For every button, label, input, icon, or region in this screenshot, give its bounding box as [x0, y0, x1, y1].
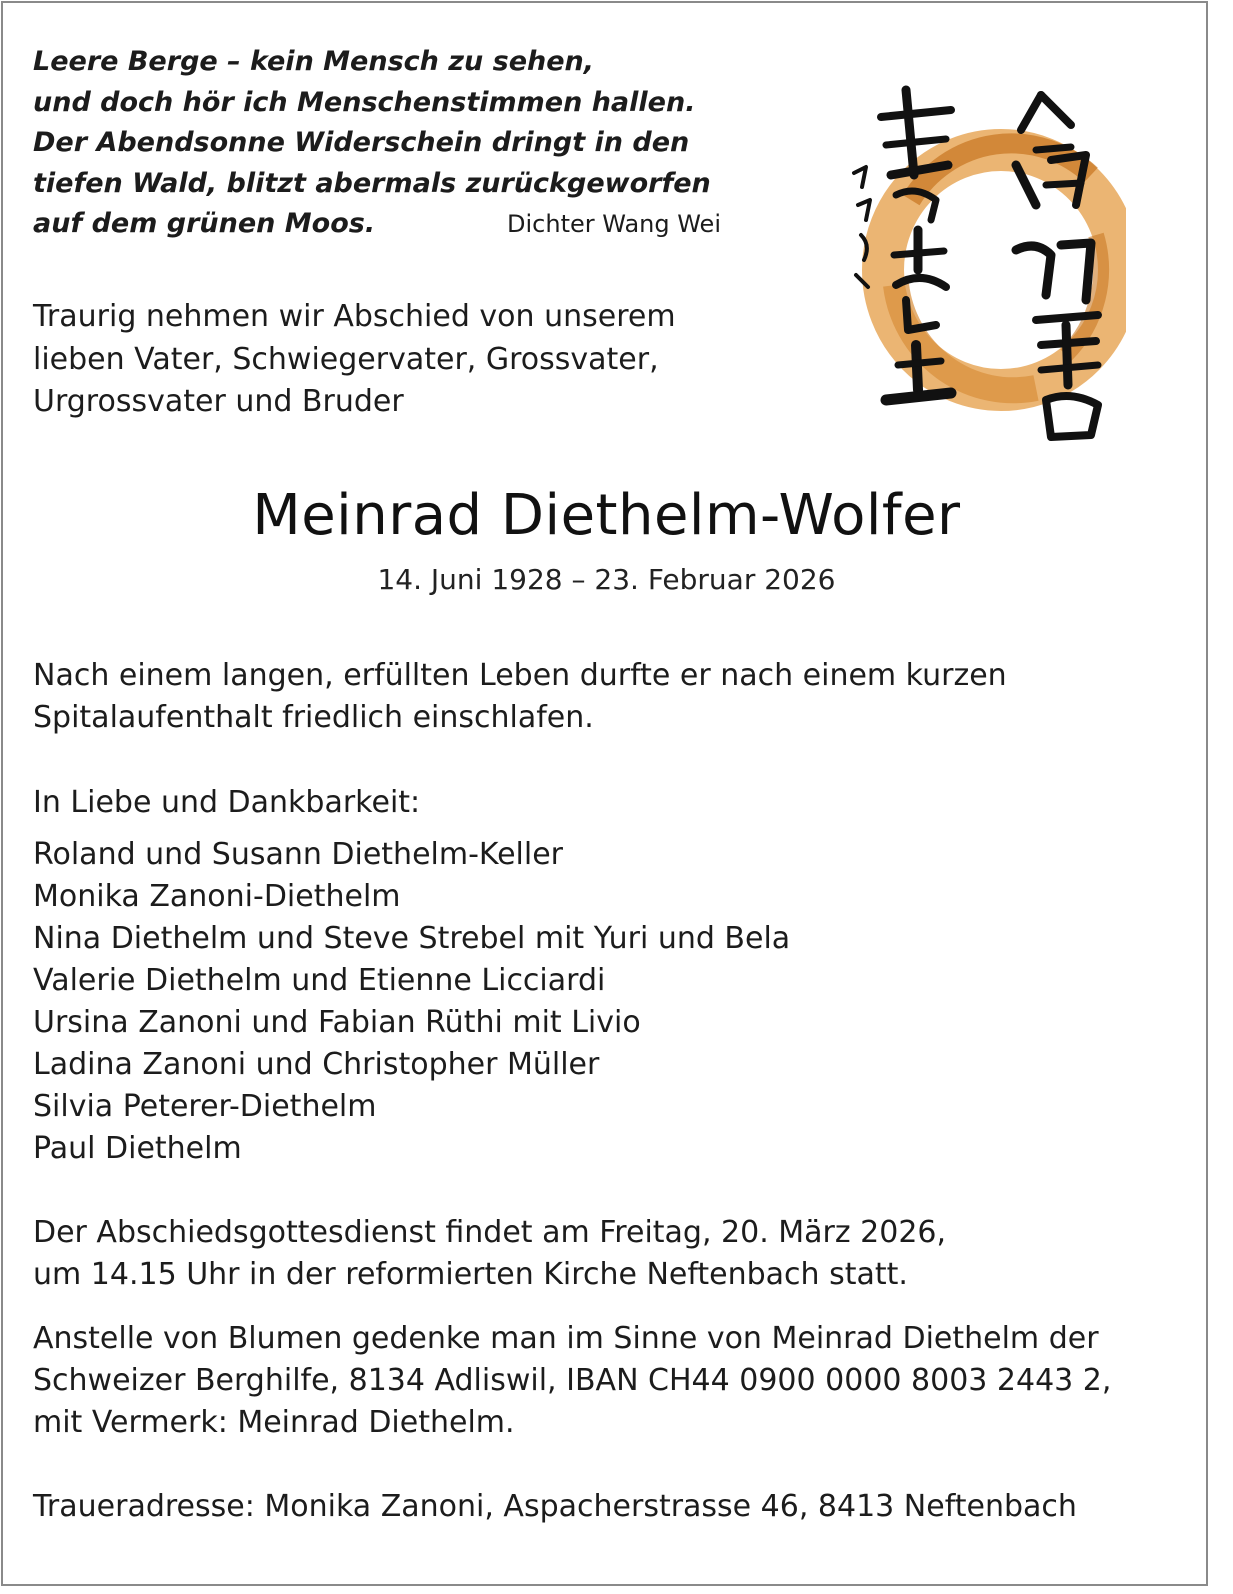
- poem-line: tiefen Wald, blitzt abermals zurückgeworfen: [33, 167, 711, 199]
- mourners-list: [33, 834, 790, 1170]
- poem-line: Der Abendsonne Widerschein dringt in den: [33, 127, 690, 158]
- mourner-name: Valerie Diethelm und Etienne Licciardi: [33, 963, 606, 998]
- intro-line: Urgrossvater und Bruder: [33, 384, 404, 419]
- mourner-name: Silvia Peterer-Diethelm: [33, 1089, 377, 1124]
- service-line: Der Abschiedsgottesdienst findet am Freitag, 20. März 2026,: [33, 1215, 947, 1250]
- passing-text: [33, 655, 1007, 739]
- donation-line: Anstelle von Blumen gedenke man im Sinne von Meinrad Diethelm der: [33, 1321, 1099, 1356]
- intro-text: [33, 296, 676, 424]
- intro-line: Traurig nehmen wir Abschied von unserem: [33, 299, 676, 334]
- mourner-name: Ladina Zanoni und Christopher Müller: [33, 1047, 600, 1082]
- life-dates: 14. Juni 1928 – 23. Februar 2026: [377, 563, 836, 596]
- poem-last-row: [33, 204, 721, 245]
- poem: [33, 42, 753, 245]
- donation-line: mit Vermerk: Meinrad Diethelm.: [33, 1405, 515, 1440]
- donation-line: Schweizer Berghilfe, 8134 Adliswil, IBAN CH44 0900 0000 8003 2443 2,: [33, 1363, 1112, 1398]
- mourner-name: Paul Diethelm: [33, 1131, 242, 1166]
- mourners-heading: In Liebe und Dankbarkeit:: [33, 785, 421, 820]
- mourner-name: Monika Zanoni-Diethelm: [33, 879, 401, 914]
- deceased-name: Meinrad Diethelm-Wolfer: [252, 483, 961, 548]
- intro-line: lieben Vater, Schwiegervater, Grossvater,: [33, 341, 659, 377]
- passing-line: Spitalaufenthalt friedlich einschlafen.: [33, 700, 594, 735]
- donation-text: [33, 1318, 1111, 1444]
- passing-line: Nach einem langen, erfüllten Leben durfte er nach einem kurzen: [33, 658, 1007, 693]
- poem-line: auf dem grünen Moos.: [33, 208, 376, 239]
- mourning-address: Traueradresse: Monika Zanoni, Aspacherstrasse 46, 8413 Neftenbach: [33, 1489, 1077, 1524]
- poem-author: Dichter Wang Wei: [507, 210, 721, 238]
- poem-line: Leere Berge – kein Mensch zu sehen,: [33, 46, 595, 77]
- service-text: [33, 1212, 946, 1296]
- mourner-name: Roland und Susann Diethelm-Keller: [33, 837, 564, 872]
- mourner-name: Nina Diethelm und Steve Strebel mit Yuri und Bela: [33, 921, 791, 956]
- enso-calligraphy-image: [836, 55, 1126, 455]
- mourner-name: Ursina Zanoni und Fabian Rüthi mit Livio: [33, 1005, 641, 1040]
- service-line: um 14.15 Uhr in der reformierten Kirche Neftenbach statt.: [33, 1257, 908, 1292]
- poem-line: und doch hör ich Menschenstimmen hallen.: [33, 86, 696, 118]
